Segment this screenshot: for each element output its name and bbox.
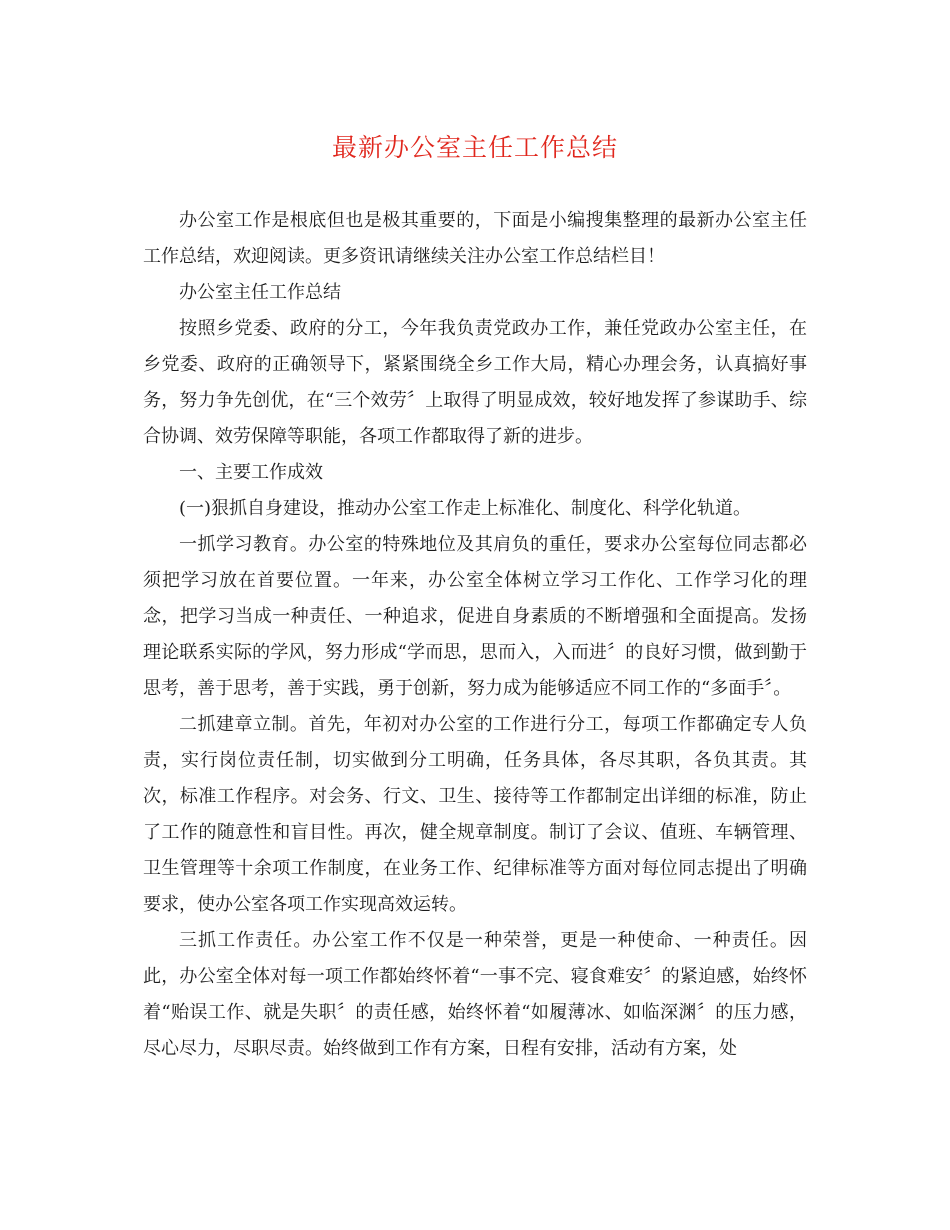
document-body [143,203,807,1067]
paragraph-intro: 办公室工作是根底但也是极其重要的，下面是小编搜集整理的最新办公室主任工作总结，欢迎阅读。更多资讯请继续关注办公室工作总结栏目！ [143,210,807,267]
subsection-heading: (一)狠抓自身建设，推动办公室工作走上标准化、制度化、科学化轨道。 [179,498,752,519]
section-heading: 一、主要工作成效 [179,462,323,483]
paragraph-overview: 按照乡党委、政府的分工，今年我负责党政办工作，兼任党政办公室主任，在乡党委、政府的正确领导下，紧紧围绕全乡工作大局，精心办理会务，认真搞好事务，努力争先创优，在“三个效劳〞上取得了明显成效，较好地发挥了参谋助手、综合协调、效劳保障等职能，各项工作都取得了新的进步。 [143,318,807,447]
document-title: 最新办公室主任工作总结 [331,133,618,162]
paragraph-study: 一抓学习教育。办公室的特殊地位及其肩负的重任，要求办公室每位同志都必须把学习放在首要位置。一年来，办公室全体树立学习工作化、工作学习化的理念，把学习当成一种责任、一种追求，促进自身素质的不断增强和全面提高。发扬理论联系实际的学风，努力形成“学而思，思而入，入而进〞的良好习惯，做到勤于思考，善于思考，善于实践，勇于创新，努力成为能够适应不同工作的“多面手〞。 [143,534,807,699]
paragraph-responsibility: 三抓工作责任。办公室工作不仅是一种荣誉，更是一种使命、一种责任。因此，办公室全体对每一项工作都始终怀着“一事不完、寝食难安〞的紧迫感，始终怀着“贻误工作、就是失职〞的责任感，始终怀着“如履薄冰、如临深渊〞的压力感，尽心尽力，尽职尽责。始终做到工作有方案，日程有安排，活动有方案，处 [143,930,807,1059]
paragraph-subtitle: 办公室主任工作总结 [179,282,341,303]
paragraph-rules: 二抓建章立制。首先，年初对办公室的工作进行分工，每项工作都确定专人负责，实行岗位责任制，切实做到分工明确，任务具体，各尽其职，各负其责。其次，标准工作程序。对会务、行文、卫生、接待等工作都制定出详细的标准，防止了工作的随意性和盲目性。再次，健全规章制度。制订了会议、值班、车辆管理、卫生管理等十余项工作制度，在业务工作、纪律标准等方面对每位同志提出了明确要求，使办公室各项工作实现高效运转。 [143,714,807,915]
